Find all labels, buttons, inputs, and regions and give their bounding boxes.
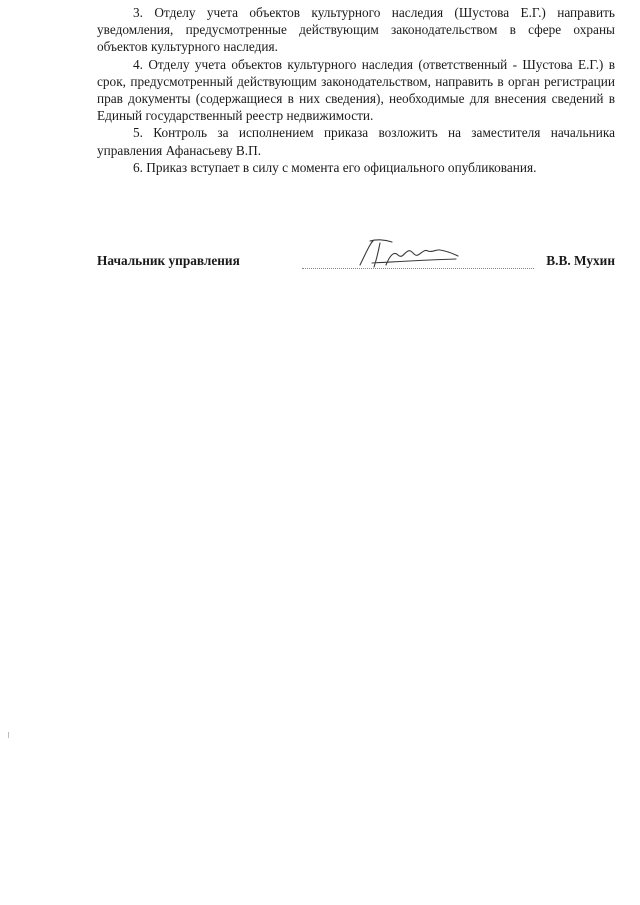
signature-block bbox=[97, 253, 615, 277]
order-item-4: 4. Отделу учета объектов культурного наследия (ответственный - Шустова Е.Г.) в срок, предусмотренный действующим законодательством, направить в орган регистрации прав документы (содержащиеся в них сведения), необходимые для внесения сведений в Единый государственный реестр недвижимости. bbox=[97, 56, 615, 124]
order-item-6: 6. Приказ вступает в силу с момента его официального опубликования. bbox=[133, 159, 537, 175]
order-item-3: 3. Отделу учета объектов культурного наследия (Шустова Е.Г.) направить уведомления, предусмотренные действующим законодательством в сфере охраны объектов культурного наследия. bbox=[97, 5, 615, 55]
order-items bbox=[97, 4, 615, 176]
order-item-5: 5. Контроль за исполнением приказа возложить на заместителя начальника управления Афанасьеву В.П. bbox=[97, 125, 615, 158]
scan-speck bbox=[8, 732, 9, 738]
handwritten-signature bbox=[352, 235, 462, 273]
signer-name: В.В. Мухин bbox=[546, 253, 615, 268]
signer-title: Начальник управления bbox=[97, 253, 240, 268]
